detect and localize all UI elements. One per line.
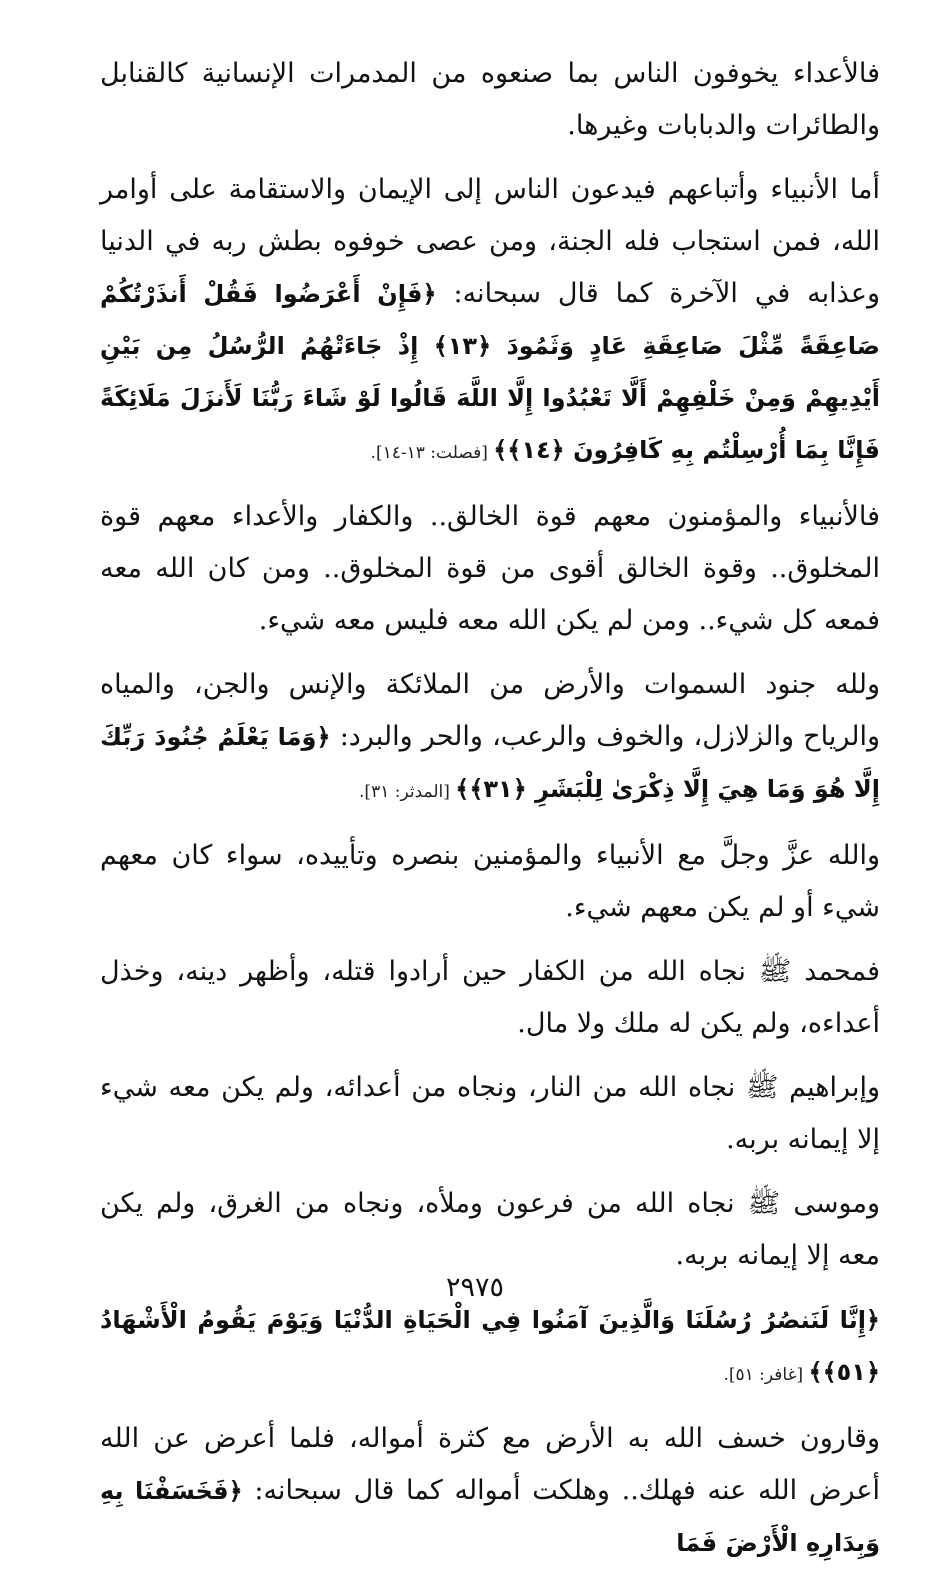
quran-verse: ﴿فَإِنْ أَعْرَضُوا فَقُلْ أَنذَرْتُكُمْ صَاعِقَةً مِّثْلَ صَاعِقَةِ عَادٍ وَثَمُودَ ﴿١٣﴾ إِذْ جَاءَتْهُمُ الرُّسُلُ مِن بَيْنِ أَيْدِيهِمْ وَمِنْ خَلْفِهِمْ أَلَّا تَعْبُدُوا إِلَّا اللَّهَ قَالُوا لَوْ شَاءَ رَبُّنَا لَأَنزَلَ مَلَائِكَةً فَإِنَّا بِمَا أُرْسِلْتُم بِهِ كَافِرُونَ ﴿١٤﴾﴾ [100, 280, 880, 464]
paragraph-text: وإبراهيم ﷺ نجاه الله من النار، ونجاه من أعدائه، ولم يكن معه شيء إلا إيمانه بربه. [100, 1072, 880, 1155]
paragraph [100, 1294, 880, 1401]
verse-reference: [غافر: ٥١]. [723, 1365, 809, 1385]
verse-reference: [فصلت: ١٣-١٤]. [370, 443, 494, 463]
paragraph [100, 1062, 880, 1166]
paragraph-text: ولله جنود السموات والأرض من الملائكة والإنس والجن، والمياه والرياح والزلازل، والخوف والرعب، والحر والبرد: [100, 669, 880, 752]
paragraph [100, 491, 880, 647]
paragraph [100, 946, 880, 1050]
paragraph [100, 1413, 880, 1569]
page-body [100, 48, 880, 1581]
paragraph-text: فالأعداء يخوفون الناس بما صنعوه من المدمرات الإنسانية كالقنابل والطائرات والدبابات وغيرها. [100, 58, 880, 141]
paragraph-text: وموسى ﷺ نجاه الله من فرعون وملأه، ونجاه من الغرق، ولم يكن معه إلا إيمانه بربه. [100, 1188, 880, 1271]
paragraph [100, 659, 880, 818]
paragraph-text: فمحمد ﷺ نجاه الله من الكفار حين أرادوا قتله، وأظهر دينه، وخذل أعداءه، ولم يكن له ملك ولا مال. [100, 956, 880, 1039]
paragraph-text: فالأنبياء والمؤمنون معهم قوة الخالق.. والكفار والأعداء معهم قوة المخلوق.. وقوة الخالق أقوى من قوة المخلوق.. ومن كان الله معه فمعه كل شيء.. ومن لم يكن الله معه فليس معه شيء. [100, 501, 880, 636]
paragraph [100, 1178, 880, 1282]
quran-verse: ﴿فَخَسَفْنَا بِهِ وَبِدَارِهِ الْأَرْضَ فَمَا [100, 1477, 880, 1557]
quran-verse: ﴿إِنَّا لَنَنصُرُ رُسُلَنَا وَالَّذِينَ آمَنُوا فِي الْحَيَاةِ الدُّنْيَا وَيَوْمَ يَقُومُ الْأَشْهَادُ ﴿٥١﴾﴾ [100, 1306, 880, 1386]
page-number: ٢٩٧٥ [445, 1272, 504, 1303]
paragraph-text: وقارون خسف الله به الأرض مع كثرة أمواله، فلما أعرض عن الله أعرض الله عنه فهلك.. وهلكت أمواله كما قال سبحانه: [100, 1423, 881, 1506]
paragraph [100, 164, 880, 479]
paragraph [100, 830, 880, 934]
paragraph-text: والله عزَّ وجلَّ مع الأنبياء والمؤمنين بنصره وتأييده، سواء كان معهم شيء أو لم يكن معهم شيء. [100, 840, 880, 923]
paragraph-text: أما الأنبياء وأتباعهم فيدعون الناس إلى الإيمان والاستقامة على أوامر الله، فمن استجاب فله الجنة، ومن عصى خوفوه بطش ربه في الدنيا وعذابه في الآخرة كما قال سبحانه: [100, 174, 880, 309]
quran-verse: ﴿وَمَا يَعْلَمُ جُنُودَ رَبِّكَ إِلَّا هُوَ وَمَا هِيَ إِلَّا ذِكْرَىٰ لِلْبَشَرِ ﴿٣١﴾﴾ [100, 723, 880, 803]
paragraph [100, 48, 880, 152]
verse-reference: [المدثر: ٣١]. [359, 782, 456, 802]
